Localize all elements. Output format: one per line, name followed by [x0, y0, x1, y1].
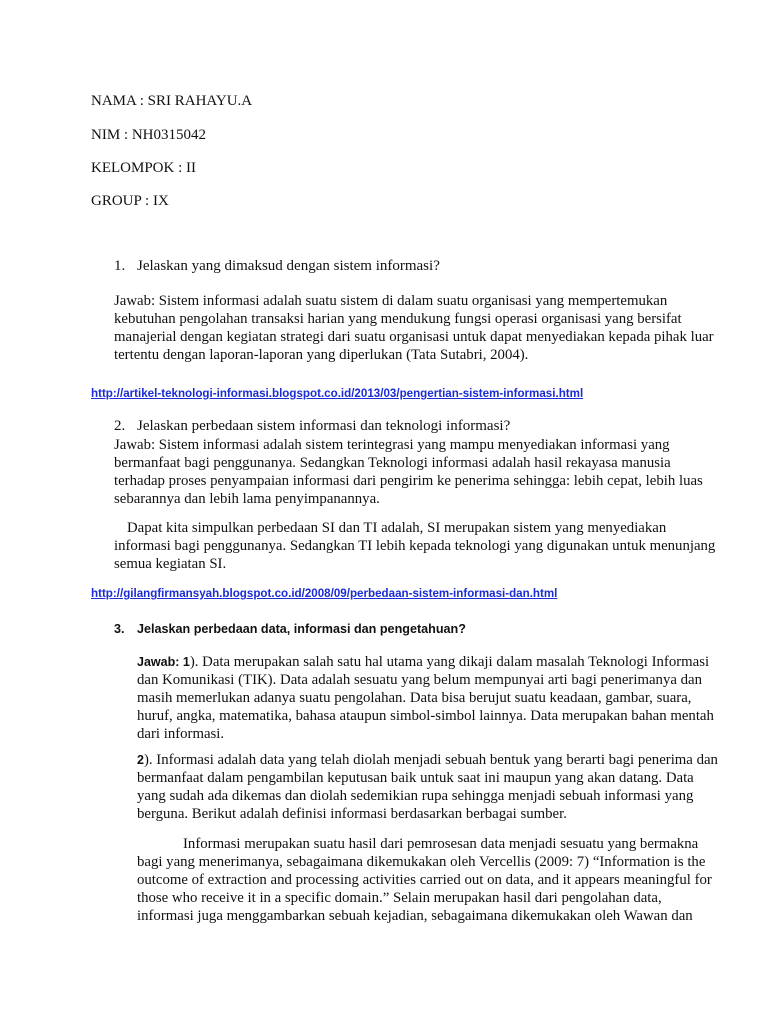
q3-part1-line: dari informasi. — [137, 726, 225, 742]
q1-question: Jelaskan yang dimaksud dengan sistem informasi? — [137, 258, 440, 274]
q2-answer — [114, 436, 703, 508]
q3-part1-line — [137, 653, 714, 671]
q3-number: 3. — [114, 622, 125, 636]
q3-part2-line: berguna. Berikut adalah definisi informasi berdasarkan berbagai sumber. — [137, 806, 567, 822]
q3-part2-line: bermanfaat dalam pengambilan keputusan baik untuk saat ini maupun yang akan datang. Data — [137, 770, 694, 786]
q2-summary-line: Dapat kita simpulkan perbedaan SI dan TI adalah, SI merupakan sistem yang menyediakan — [127, 520, 667, 536]
q2-question: Jelaskan perbedaan sistem informasi dan teknologi informasi? — [137, 418, 511, 434]
q3-paragraph-line: informasi juga menggambarkan sebuah kejadian, sebagaimana dikemukakan oleh Wawan dan — [137, 908, 693, 924]
q1-source-link[interactable]: http://artikel-teknologi-informasi.blogspot.co.id/2013/03/pengertian-sistem-informasi.html — [91, 387, 584, 400]
q1-answer — [114, 292, 714, 364]
q3-paragraph-line: Informasi merupakan suatu hasil dari pemrosesan data menjadi sesuatu yang bermakna — [183, 836, 699, 852]
q1-answer-line: kebutuhan pengolahan transaksi harian yang mendukung fungsi operasi organisasi yang bersifat — [114, 311, 682, 327]
q1-number: 1. — [114, 258, 126, 274]
q3-part1-line: huruf, angka, matematika, bahasa ataupun simbol-simbol lainnya. Data merupakan bahan mentah — [137, 708, 714, 724]
q3-paragraph-line: bagi yang menerimanya, sebagaimana dikemukakan oleh Vercellis (2009: 7) “Information is the — [137, 854, 706, 870]
q2-answer-line: sebarannya dan lebih lama penyimpanannya. — [114, 491, 380, 507]
student-group: GROUP : IX — [91, 193, 169, 209]
q3-part1-text: ). Data merupakan salah satu hal utama yang dikaji dalam masalah Teknologi Informasi — [189, 654, 710, 670]
q1-answer-line: tertentu dengan laporan-laporan yang diperlukan (Tata Sutabri, 2004). — [114, 347, 529, 363]
q3-paragraph-line: those who receive it in a specific domain.” Selain merupakan hasil dari pengolahan data, — [137, 890, 662, 906]
q3-paragraph — [137, 835, 712, 925]
q3-part1 — [137, 653, 714, 743]
q3-part1-line: dan Komunikasi (TIK). Data adalah sesuatu yang belum mempunyai arti bagi penerimanya dan — [137, 672, 702, 688]
q3-question: Jelaskan perbedaan data, informasi dan pengetahuan? — [137, 622, 466, 636]
q2-answer-line: Jawab: Sistem informasi adalah sistem terintegrasi yang mampu menyediakan informasi yang — [114, 437, 670, 453]
q2-summary-line: informasi bagi penggunanya. Sedangkan TI lebih kepada teknologi yang digunakan untuk menunjang — [114, 538, 716, 554]
q3-paragraph-line: outcome of extraction and processing activities carried out on data, and it appears meaningful for — [137, 872, 712, 888]
student-name: NAMA : SRI RAHAYU.A — [91, 93, 253, 109]
q3-part2-prefix: 2 — [137, 753, 144, 767]
q2-source-link[interactable]: http://gilangfirmansyah.blogspot.co.id/2008/09/perbedaan-sistem-informasi-dan.html — [91, 587, 558, 600]
q3-part2-line: yang sudah ada dikemas dan diolah sedemikian rupa sehingga menjadi sebuah informasi yang — [137, 788, 694, 804]
q1-answer-line: manajerial dengan kegiatan strategi dari suatu organisasi untuk dapat menyediakan kepada pihak luar — [114, 329, 714, 345]
q3-part2-text: ). Informasi adalah data yang telah diolah menjadi sebuah bentuk yang berarti bagi penerima dan — [143, 752, 718, 768]
q1-answer-line: Jawab: Sistem informasi adalah suatu sistem di dalam suatu organisasi yang mempertemukan — [114, 293, 668, 309]
q2-summary-line: semua kegiatan SI. — [114, 556, 227, 572]
q3-part2-line — [137, 751, 718, 769]
q2-answer-line: bermanfaat bagi penggunanya. Sedangkan Teknologi informasi adalah hasil rekayasa manusia — [114, 455, 671, 471]
q2-summary — [114, 519, 715, 573]
q3-part1-line: masih memerlukan adanya suatu pengolahan. Data bisa berujut suatu keadaan, gambar, suara, — [137, 690, 692, 706]
q3-part1-prefix: Jawab: 1 — [137, 655, 190, 669]
student-nim: NIM : NH0315042 — [91, 127, 206, 143]
student-kelompok: KELOMPOK : II — [91, 160, 196, 176]
q2-answer-line: terhadap proses penyampaian informasi dari pengirim ke penerima sehingga: lebih cepat, lebih luas — [114, 473, 703, 489]
q3-part2 — [137, 751, 718, 823]
q2-number: 2. — [114, 418, 126, 434]
